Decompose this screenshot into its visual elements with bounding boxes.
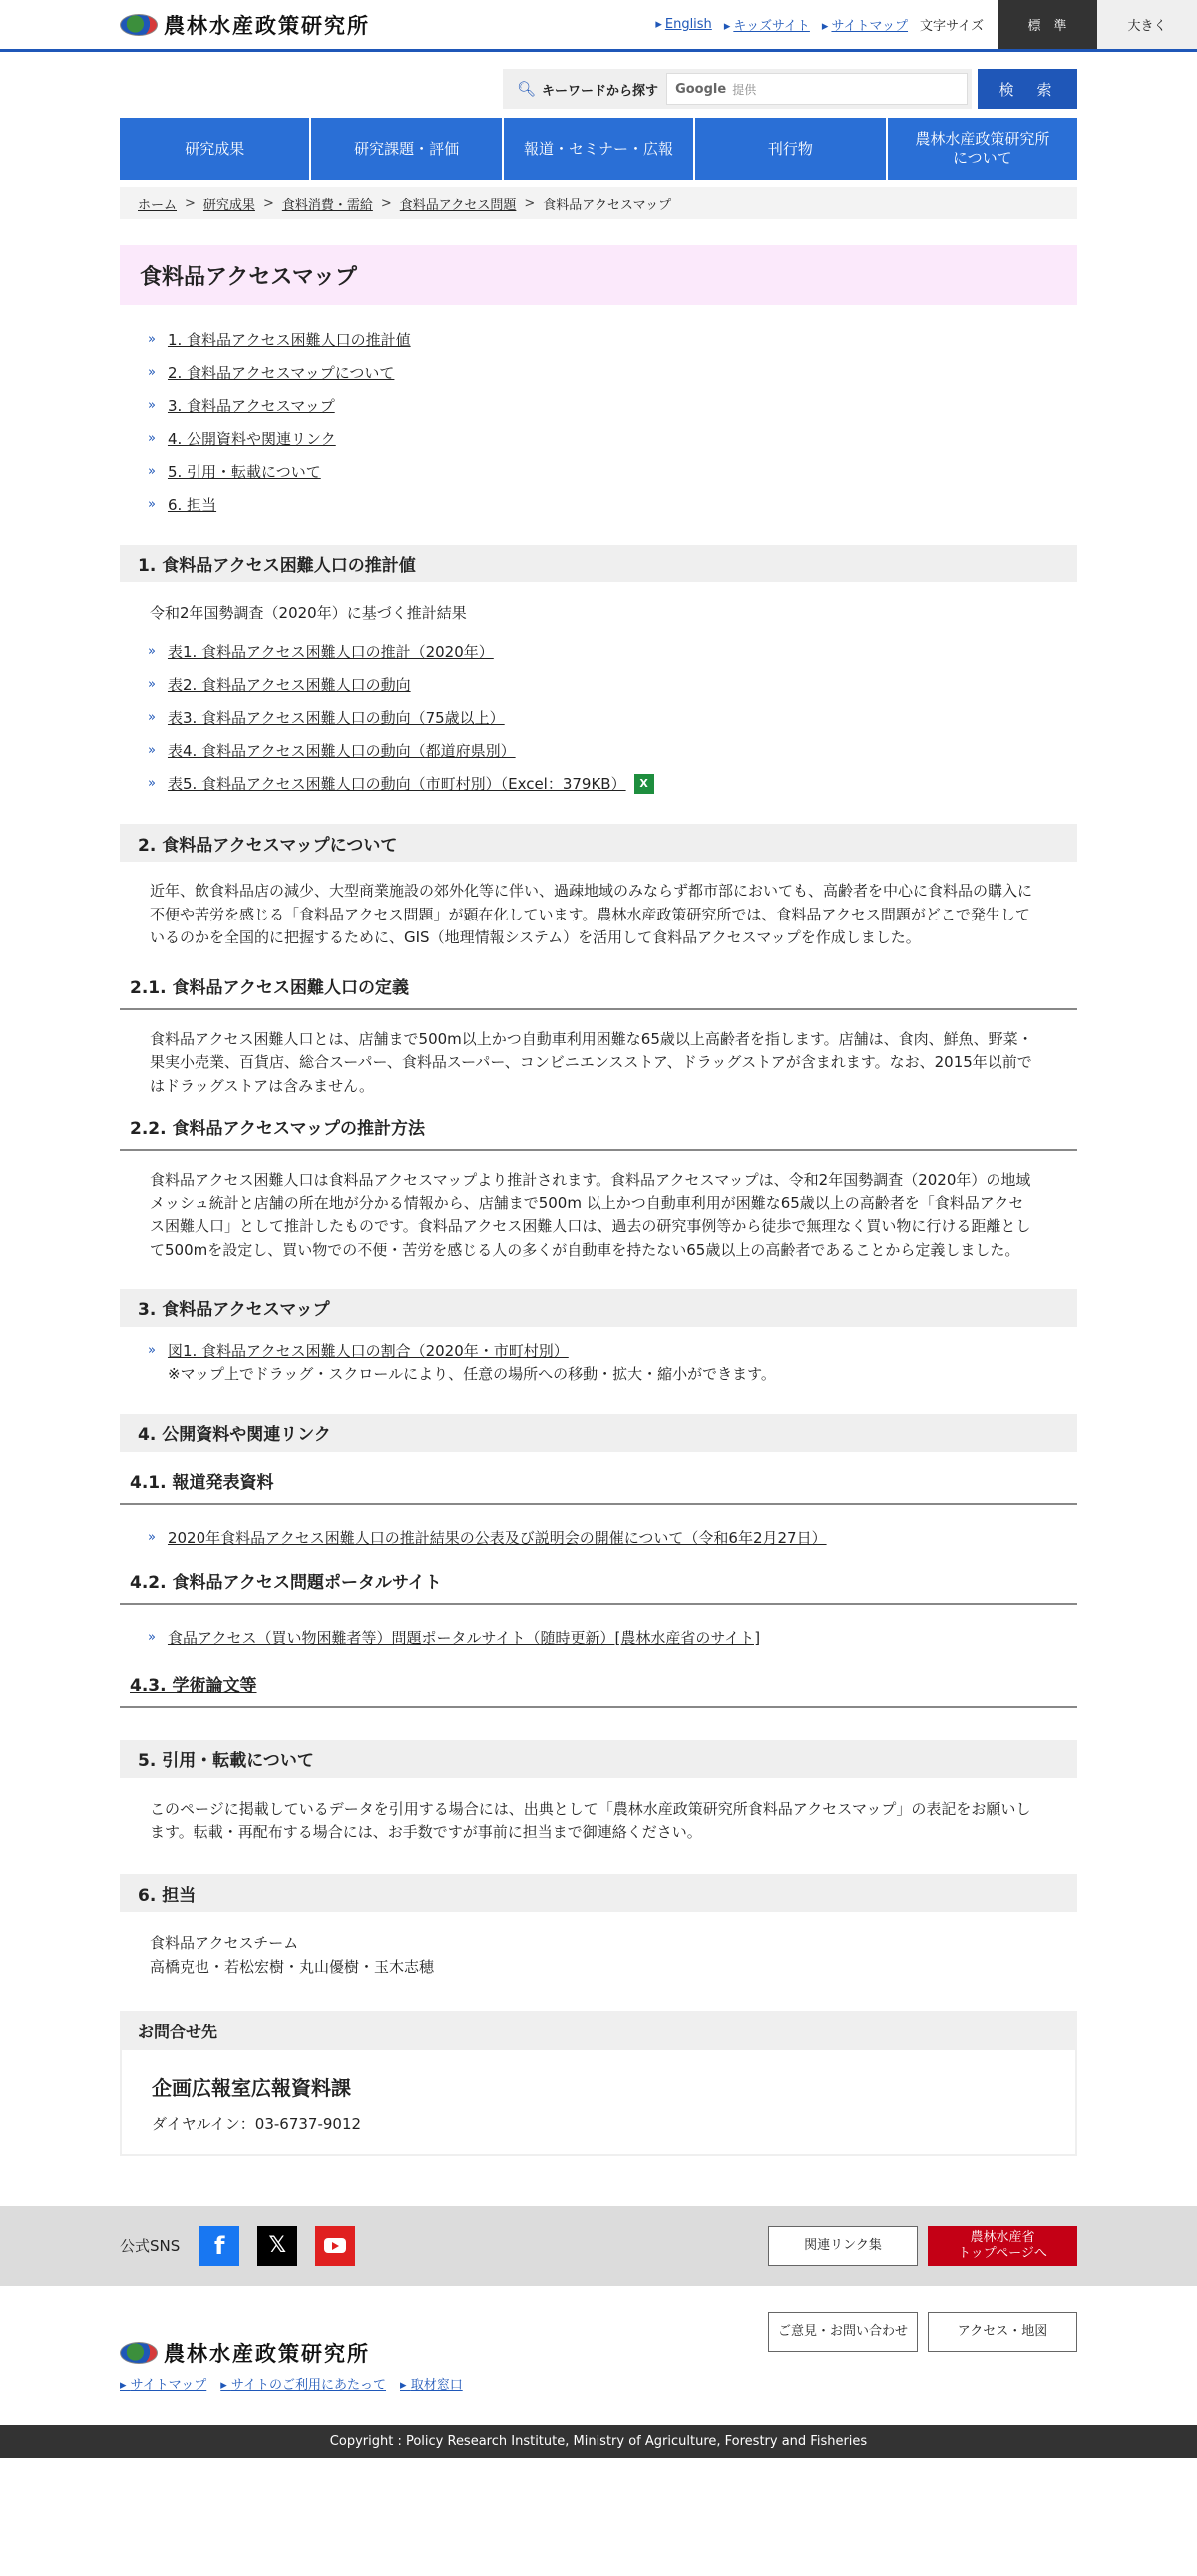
section-heading: 2. 食料品アクセスマップについて <box>120 824 1077 862</box>
list-item[interactable]: » 表4. 食料品アクセス困難人口の動向（都道府県別） <box>148 734 1077 767</box>
breadcrumb-home[interactable]: ホーム <box>138 197 178 213</box>
team-members: 高橋克也・若松宏樹・丸山優樹・玉木志穂 <box>150 1957 435 1976</box>
section-text: 近年、飲食料品店の減少、大型商業施設の郊外化等に伴い、過疎地域のみならず都市部においても、高齢者を中心に食料品の購入に不便や苦労を感じる「食料品アクセス問題」が顕在化しています。農林水産政策研究所では、食料品アクセス問題がどこで発生しているのかを全国的に把握するために、GIS（地理情報システム）を活用して食料品アクセスマップを作成しました。 <box>150 882 1033 946</box>
footer-link-press[interactable]: ▸ 取材窓口 <box>400 2374 463 2392</box>
sns-label: 公式SNS <box>120 2237 181 2256</box>
subsection-heading[interactable]: 4.3. 学術論文等 <box>120 1663 1077 1708</box>
excel-file-icon: X <box>634 774 654 794</box>
list-item[interactable]: » 図1. 食料品アクセス困難人口の割合（2020年・市町村別） <box>148 1339 1077 1363</box>
copyright: Copyright : Policy Research Institute, Ministry of Agriculture, Forestry and Fisheries <box>0 2425 1197 2458</box>
portal-links <box>120 1621 1077 1654</box>
link-sitemap[interactable]: ▸ サイトマップ <box>822 15 908 34</box>
section-text: このページに掲載しているデータを引用する場合には、出典として「農林水産政策研究所食料品アクセスマップ」の表記をお願いします。転載・再配布する場合には、お手数ですが事前に担当まで御連絡ください。 <box>150 1799 1031 1841</box>
list-item[interactable]: » 食品アクセス（買い物困難者等）問題ポータルサイト（随時更新）[農林水産省のサイト] <box>148 1621 1077 1654</box>
related-links-button[interactable]: 関連リンク集 <box>768 2226 918 2266</box>
nav-research-topics[interactable]: 研究課題・評価 <box>311 118 501 180</box>
map-links <box>120 1339 1077 1363</box>
x-icon[interactable]: 𝕏 <box>257 2226 297 2266</box>
link-kids[interactable]: ▸ キッズサイト <box>724 15 810 34</box>
logo-mark-icon <box>120 14 158 36</box>
footer-link-usage[interactable]: ▸ サイトのご利用にあたって <box>220 2374 386 2392</box>
google-logo: Google <box>675 81 727 97</box>
footer-link-sitemap[interactable]: ▸ サイトマップ <box>120 2374 206 2392</box>
table-links <box>120 635 1077 800</box>
nav-research-results[interactable]: 研究成果 <box>120 118 309 180</box>
page-title: 食料品アクセスマップ <box>120 245 1077 305</box>
toc-item[interactable]: » 6. 担当 <box>148 488 1077 521</box>
map-note: ※マップ上でドラッグ・スクロールにより、任意の場所への移動・拡大・縮小ができます。 <box>168 1364 776 1383</box>
search-button[interactable]: 検 索 <box>978 69 1077 109</box>
toc-item[interactable]: » 2. 食料品アクセスマップについて <box>148 356 1077 389</box>
breadcrumb-research[interactable]: 研究成果 <box>202 197 255 213</box>
section-heading: 5. 引用・転載について <box>120 1740 1077 1778</box>
maff-top-button[interactable]: 農林水産省 トップページへ <box>928 2226 1077 2266</box>
toc-item[interactable]: » 4. 公開資料や関連リンク <box>148 422 1077 455</box>
logo-mark-icon <box>120 2342 158 2364</box>
breadcrumb-food-access[interactable]: 食料品アクセス問題 <box>399 197 517 213</box>
logo-text: 農林水産政策研究所 <box>164 12 370 38</box>
site-header <box>0 0 1197 52</box>
contact-phone: ダイヤルイン：03-6737-9012 <box>152 2114 362 2133</box>
contact-heading: お問合せ先 <box>122 2013 1075 2050</box>
footer-sns-bar <box>0 2206 1197 2286</box>
breadcrumb-current: 食料品アクセスマップ <box>543 197 672 213</box>
subsection-heading: 2.1. 食料品アクセス困難人口の定義 <box>120 965 1077 1010</box>
footer-logo[interactable] <box>120 2338 370 2368</box>
table-of-contents <box>120 323 1077 521</box>
facebook-icon[interactable]: f <box>200 2226 239 2266</box>
subsection-heading: 4.2. 食料品アクセス問題ポータルサイト <box>120 1560 1077 1605</box>
footer-links <box>120 2374 463 2392</box>
team-name: 食料品アクセスチーム <box>150 1934 299 1953</box>
section-heading: 1. 食料品アクセス困難人口の推計値 <box>120 545 1077 582</box>
list-item[interactable]: » 表2. 食料品アクセス困難人口の動向 <box>148 668 1077 701</box>
section-text: 令和2年国勢調査（2020年）に基づく推計結果 <box>150 604 467 622</box>
search-area <box>0 52 1197 114</box>
access-map-button[interactable]: アクセス・地図 <box>928 2312 1077 2352</box>
section-heading: 4. 公開資料や関連リンク <box>120 1414 1077 1452</box>
youtube-icon[interactable] <box>315 2226 355 2266</box>
nav-about[interactable]: 農林水産政策研究所 について <box>888 118 1077 180</box>
contact-dept: 企画広報室広報資料課 <box>152 2075 351 2100</box>
section-heading: 3. 食料品アクセスマップ <box>120 1289 1077 1327</box>
site-logo[interactable] <box>120 10 370 40</box>
breadcrumb: ホーム > 研究成果 > 食料消費・需給 > 食料品アクセス問題 > 食料品アクセスマップ <box>120 187 1077 219</box>
toc-item[interactable]: » 5. 引用・転載について <box>148 455 1077 488</box>
breadcrumb-food-consumption[interactable]: 食料消費・需給 <box>281 197 373 213</box>
search-box <box>503 69 972 109</box>
list-item[interactable]: » 2020年食料品アクセス困難人口の推計結果の公表及び説明会の開催について（令和6年2月27日） <box>148 1521 1077 1554</box>
global-nav <box>120 118 1077 180</box>
opinion-button[interactable]: ご意見・お問い合わせ <box>768 2312 918 2352</box>
font-size-label: 文字サイズ <box>920 19 984 34</box>
list-item[interactable]: » 表3. 食料品アクセス困難人口の動向（75歳以上） <box>148 701 1077 734</box>
header-links <box>655 15 984 34</box>
footer-main <box>0 2286 1197 2425</box>
font-size-standard-button[interactable]: 標 準 <box>998 0 1097 49</box>
nav-press-seminar[interactable]: 報道・セミナー・広報 <box>504 118 693 180</box>
search-provider-note: 提供 <box>732 82 757 97</box>
subsection-heading: 4.1. 報道発表資料 <box>120 1460 1077 1505</box>
list-item[interactable]: » 表1. 食料品アクセス困難人口の推計（2020年） <box>148 635 1077 668</box>
press-links <box>120 1521 1077 1554</box>
section-text: 食料品アクセス困難人口は食料品アクセスマップより推計されます。食料品アクセスマップは、令和2年国勢調査（2020年）の地域メッシュ統計と店舗の所在地が分かる情報から、店舗まで500m 以上かつ自動車利用が困難な65歳以上の高齢者を「食料品アクセス困難人口」として推計したものです。食料品アクセス困難人口は、過去の研究事例等から徒歩で無理なく買い物に行ける距離として500mを設定し、買い物での不便・苦労を感じる人の多くが自動車を持たない65歳以上の高齢者であることから定義しました。 <box>150 1170 1031 1259</box>
subsection-heading: 2.2. 食料品アクセスマップの推計方法 <box>120 1106 1077 1151</box>
font-size-large-button[interactable]: 大きく <box>1097 0 1197 49</box>
section-text: 食料品アクセス困難人口とは、店舗まで500m以上かつ自動車利用困難な65歳以上高齢者を指します。店舗は、食肉、鮮魚、野菜・果実小売業、百貨店、総合スーパー、食料品スーパー、コンビニエンスストア、ドラッグストアが含まれます。なお、2015年以前ではドラッグストアは含みません。 <box>150 1030 1033 1095</box>
toc-item[interactable]: » 1. 食料品アクセス困難人口の推計値 <box>148 323 1077 356</box>
footer-logo-text: 農林水産政策研究所 <box>164 2340 370 2366</box>
nav-publications[interactable]: 刊行物 <box>695 118 885 180</box>
section-heading: 6. 担当 <box>120 1874 1077 1912</box>
toc-item[interactable]: » 3. 食料品アクセスマップ <box>148 389 1077 422</box>
list-item[interactable]: » 表5. 食料品アクセス困難人口の動向（市町村別）（Excel：379KB） X <box>148 767 1077 800</box>
search-icon: 🔍︎ <box>517 80 537 98</box>
link-english[interactable]: ▸ English <box>655 17 711 32</box>
search-input[interactable] <box>666 73 968 105</box>
search-label: キーワードから探す <box>542 83 659 99</box>
contact-box <box>120 2011 1077 2156</box>
